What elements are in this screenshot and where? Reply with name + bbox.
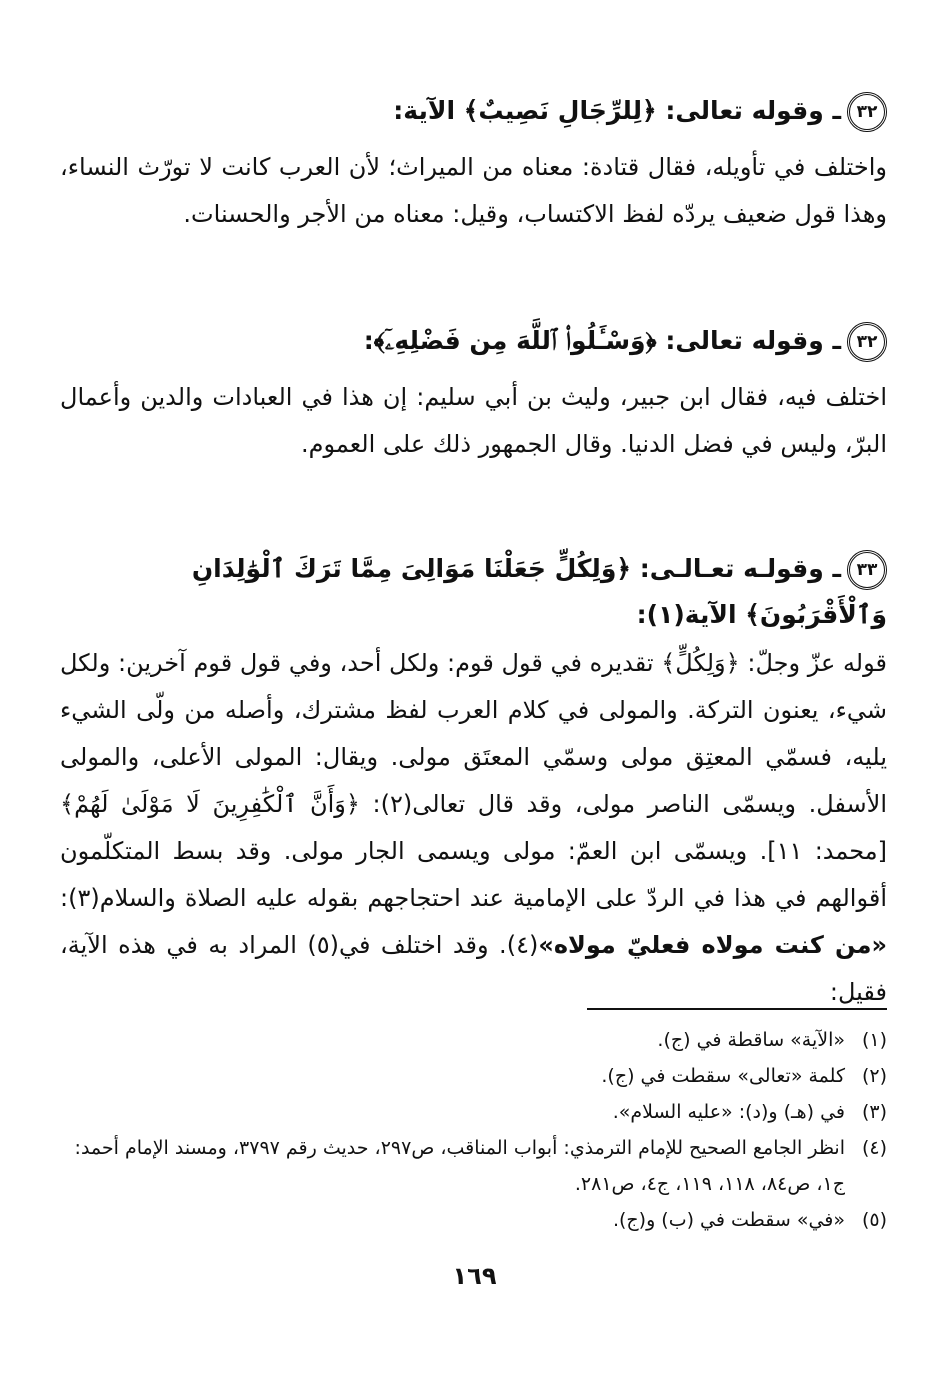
footnote	[60, 1202, 887, 1238]
footnote-number: (١)	[861, 1029, 887, 1051]
paragraph-text: قوله عزّ وجلّ: ﴿وَلِكُلٍّ﴾ تقديره في قول قوم: ولكل أحد، وفي قول قوم آخرين: ولكل شيء، يعنون التركة. والمولى في كلام العرب لفظ مشترك، وأصله من ولّى الشيء يليه، فسمّي المعتِق مولى وسمّي المعتَق مولى. ويقال: المولى الأعلى، والمولى الأسفل. ويسمّى الناصر مولى، وقد قال تعالى(٢): ﴿وَأَنَّ ٱلْكَٰفِرِينَ لَا مَوْلَىٰ لَهُمْ﴾ [محمد: ١١]. ويسمّى ابن العمّ: مولى ويسمى الجار مولى. وقد بسط المتكلّمون أقوالهم في هذا في الردّ على الإمامية عند احتجاجهم بقوله عليه الصلاة والسلام(٣):	[60, 649, 887, 912]
section-heading-1	[60, 88, 887, 134]
footnote-text: «في» سقطت في (ب) و(ج).	[612, 1209, 845, 1231]
section-heading-3	[60, 546, 887, 638]
section-body-2	[60, 374, 887, 468]
footnote-text: «الآية» ساقطة في (ج).	[657, 1029, 845, 1051]
footnote-number: (٣)	[861, 1101, 887, 1123]
heading-text: ـ وقوله تعالى: ﴿وَسْـَٔلُوا۟ ٱللَّهَ مِن فَضْلِهِۦٓ﴾:	[363, 326, 841, 355]
heading-text: ـ وقولـه تعـالـى: ﴿وَلِكُلٍّ جَعَلْنَا مَوَالِىَ مِمَّا تَرَكَ ٱلْوَٰلِدَانِ وَٱلْأَقْرَبُونَ﴾ الآية(١):	[191, 554, 887, 629]
footnote-text: كلمة «تعالى» سقطت في (ج).	[601, 1065, 845, 1087]
paragraph-text: (٤). وقد اختلف في(٥) المراد به في هذه الآية، فقيل:	[60, 931, 887, 1006]
footnote	[60, 1094, 887, 1130]
footnote-text: انظر الجامع الصحيح للإمام الترمذي: أبواب المناقب، ص٢٩٧، حديث رقم ٣٧٩٧، ومسند الإمام أحمد: ج١، ص٨٤، ١١٨، ١١٩، ج٤، ص٢٨١.	[74, 1137, 845, 1195]
page-number: ١٦٩	[452, 1262, 497, 1290]
hadith-quote: «من كنت مولاه فعليّ مولاه»	[538, 931, 887, 959]
footnote-number: (٥)	[861, 1209, 887, 1231]
footnote-text: في (هـ) و(د): «عليه السلام».	[612, 1101, 845, 1123]
footnote-number: (٢)	[861, 1065, 887, 1087]
paragraph	[60, 640, 887, 1016]
footnote-number: (٤)	[861, 1137, 887, 1159]
section-heading-2	[60, 318, 887, 364]
verse-number-badge: ٣٢	[847, 322, 887, 362]
section-body-1	[60, 144, 887, 238]
footnotes	[60, 1022, 887, 1238]
paragraph: واختلف في تأويله، فقال قتادة: معناه من الميراث؛ لأن العرب كانت لا تورّث النساء، وهذا قول ضعيف يردّه لفظ الاكتساب، وقيل: معناه من الأجر والحسنات.	[60, 153, 887, 228]
paragraph: اختلف فيه، فقال ابن جبير، وليث بن أبي سليم: إن هذا في العبادات والدين وأعمال البرّ، وليس في فضل الدنيا. وقال الجمهور ذلك على العموم.	[60, 383, 887, 458]
footnote	[60, 1022, 887, 1058]
footnote-divider	[587, 1008, 887, 1010]
section-body-3	[60, 640, 887, 1016]
footnote	[60, 1130, 887, 1202]
heading-text: ـ وقوله تعالى: ﴿لِلرِّجَالِ نَصِيبٌ﴾ الآية:	[393, 96, 841, 125]
verse-number-badge: ٣٢	[847, 92, 887, 132]
verse-number-badge: ٣٣	[847, 550, 887, 590]
footnote	[60, 1058, 887, 1094]
